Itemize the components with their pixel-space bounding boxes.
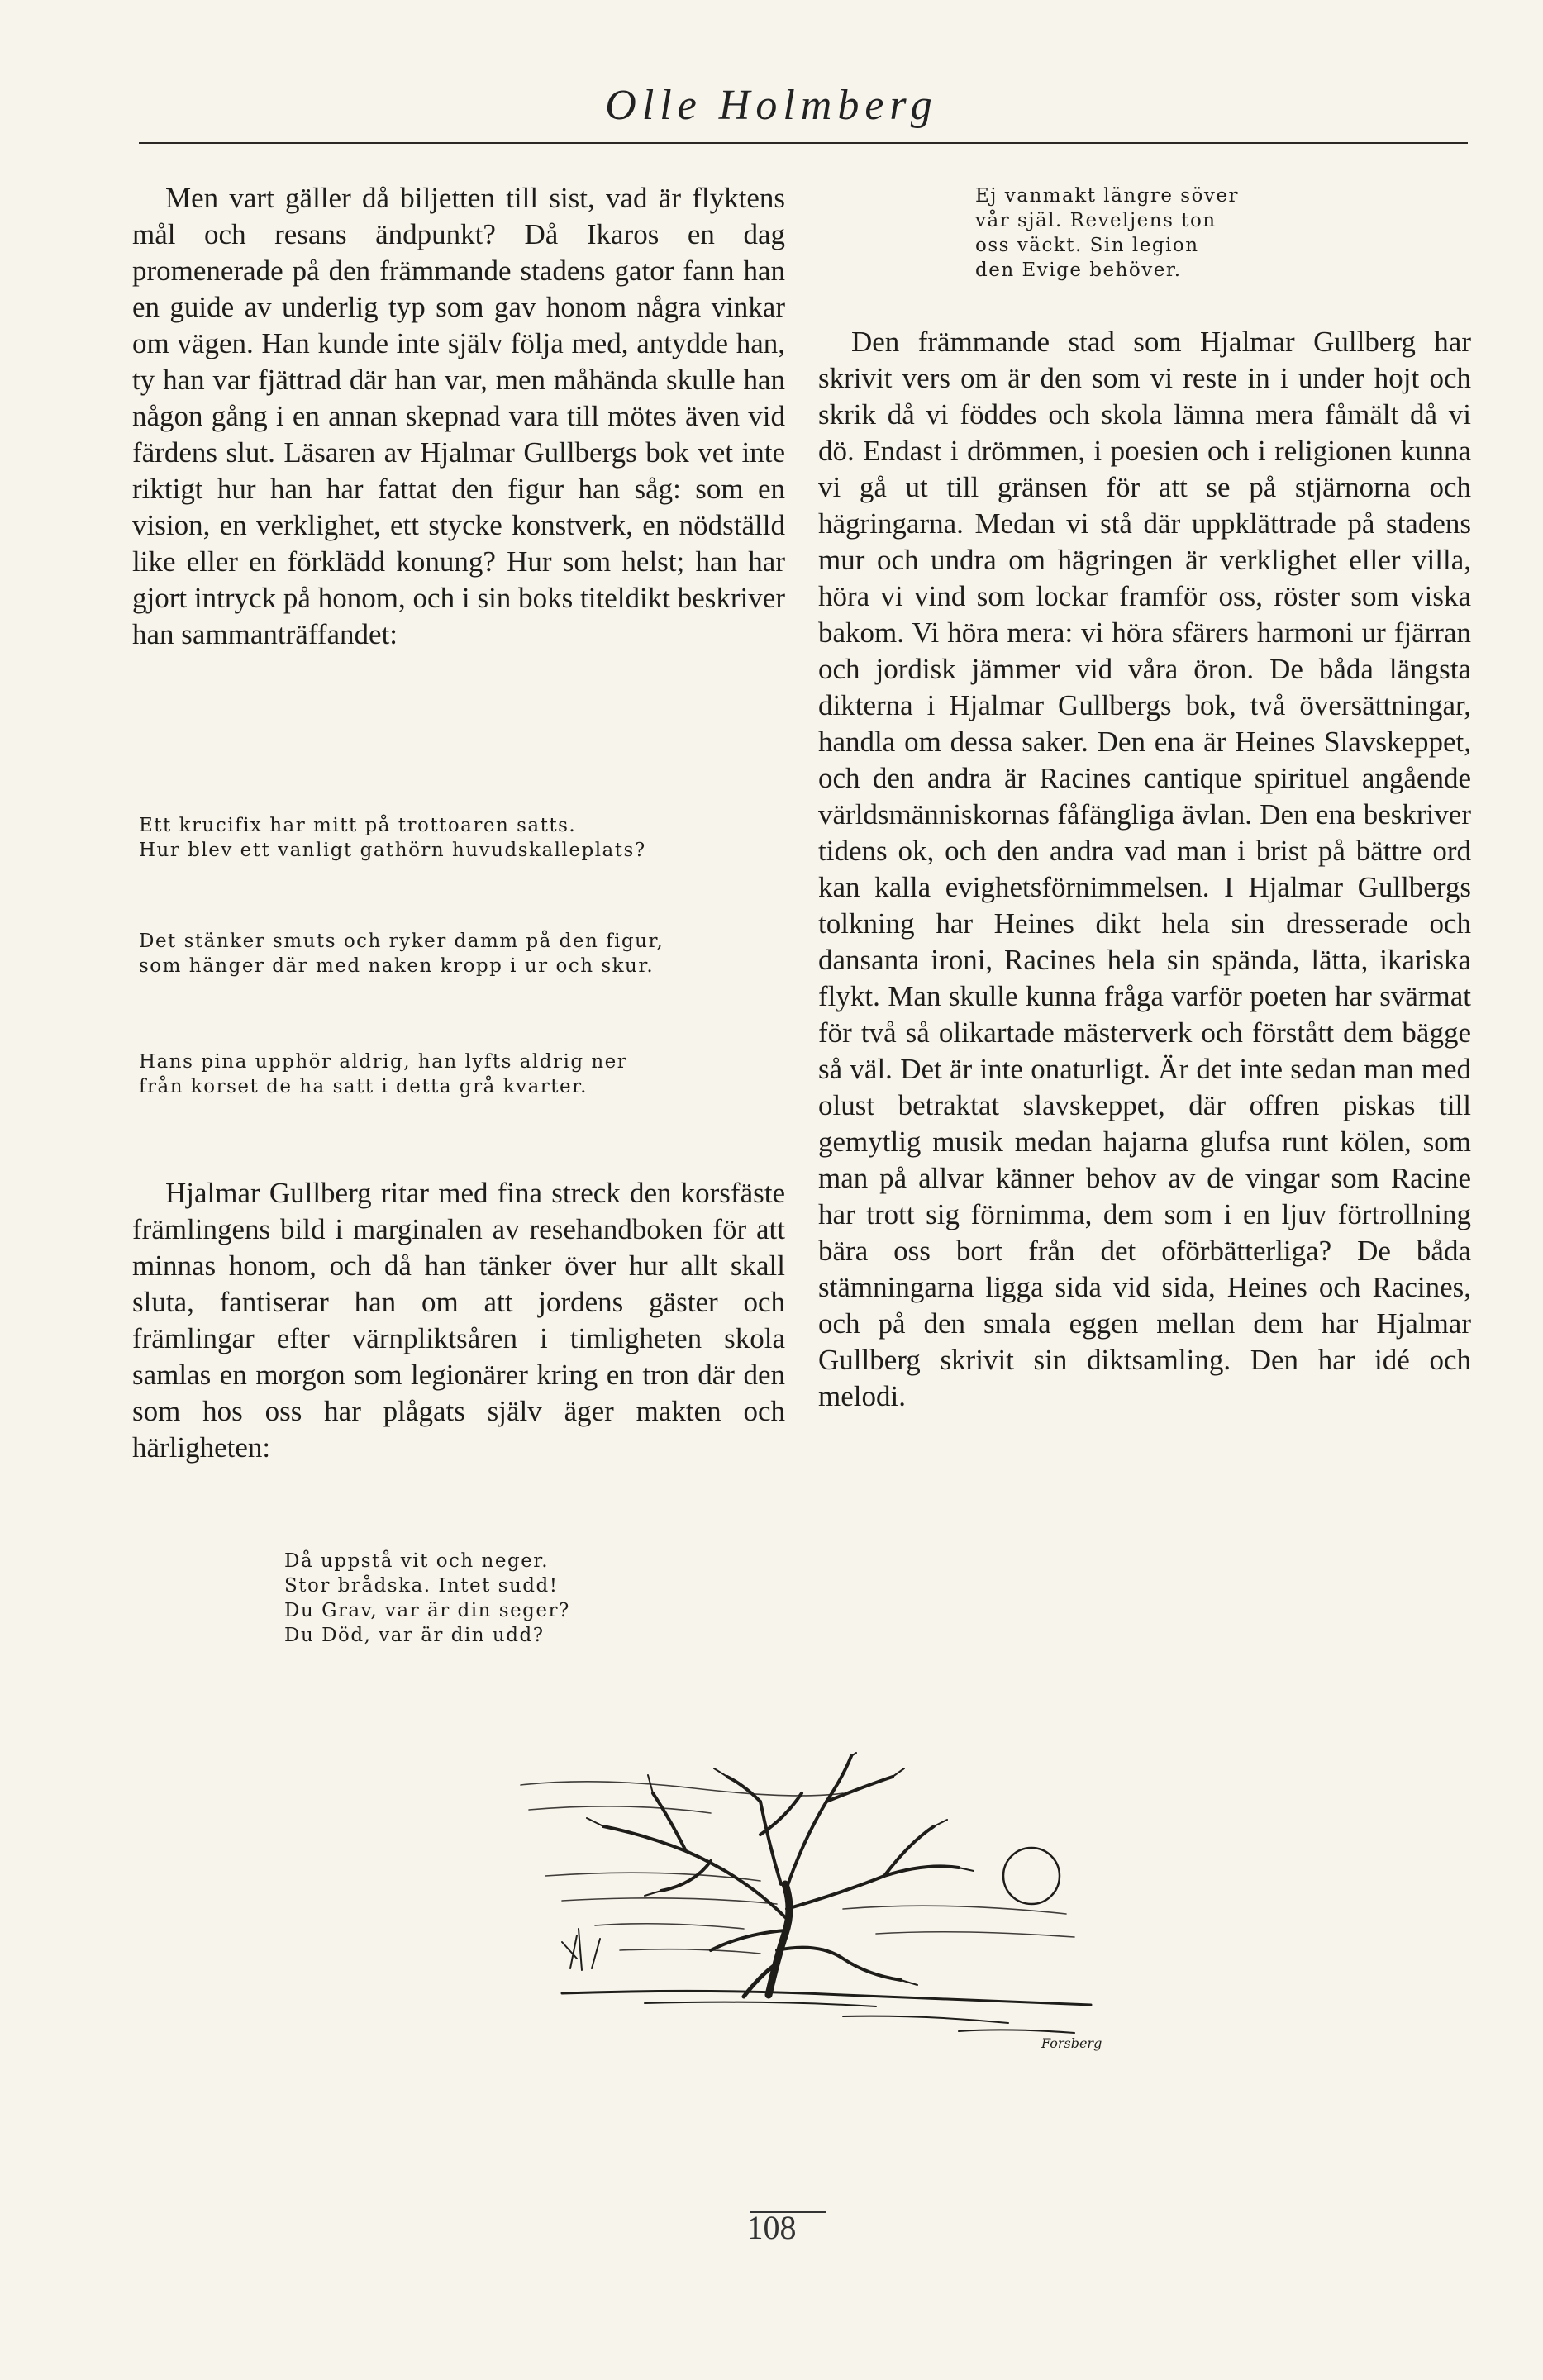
verse-line: från korset de ha satt i detta grå kvarter. — [139, 1076, 588, 1097]
verse-line: Ett krucifix har mitt på trottoaren satts. — [139, 815, 577, 836]
verse-line: Det stänker smuts och ryker damm på den figur, — [139, 931, 664, 952]
page-number: 108 — [746, 2209, 797, 2246]
tree-illustration — [496, 1752, 1124, 2058]
verse-line: oss väckt. Sin legion — [975, 235, 1199, 256]
artist-signature: Forsberg — [1041, 2035, 1102, 2051]
body-paragraph-2: Hjalmar Gullberg ritar med fina streck den korsfäste främlingens bild i marginalen av resehandboken för att minnas honom, och då han tänker över hur allt skall sluta, fantiserar han om att jordens gäster och främlingar efter värnpliktsåren i timligheten skola samlas en morgon som legionärer kring en tron där den som hos oss har plågats själv äger makten och härligheten: — [132, 1177, 785, 1464]
verse-stanza-2 — [139, 929, 664, 978]
header-rule — [139, 142, 1468, 144]
body-paragraph-1: Men vart gäller då biljetten till sist, vad är flyktens mål och resans ändpunkt? Då Ikaros en dag promenerade på den främmande stadens gator fann han en guide av underlig typ som gav honom några vinkar om vägen. Han kunde inte själv följa med, antydde han, ty han var fjättrad där han var, men måhända skulle han någon gång i en annan skepnad vara till mötes även vid färdens slut. Läsaren av Hjalmar Gullbergs bok vet inte riktigt hur han har fattat den figur han såg: som en vision, en verklighet, ett stycke konstverk, en nödställd like eller en förklädd konung? Hur som helst; han har gjort intryck på honom, och i sin boks titeldikt beskriver han sammanträffandet: — [132, 182, 785, 650]
verse-line: Du Grav, var är din seger? — [284, 1600, 570, 1621]
running-header-author: Olle Holmberg — [605, 82, 938, 129]
tree-trunk — [769, 1884, 789, 1995]
verse-stanza-1 — [139, 813, 646, 863]
verse-line: den Evige behöver. — [975, 259, 1182, 281]
sky-lines — [521, 1782, 1074, 1954]
verse-line: Hur blev ett vanligt gathörn huvudskalleplats? — [139, 840, 646, 861]
sun — [1003, 1848, 1060, 1904]
verse-line: Ej vanmakt längre söver — [975, 185, 1240, 207]
verse-line: Hans pina upphör aldrig, han lyfts aldrig ner — [139, 1051, 628, 1073]
verse-line: Du Död, var är din udd? — [284, 1625, 545, 1646]
body-paragraph-3: Den främmande stad som Hjalmar Gullberg har skrivit vers om är den som vi reste in i under hojt och skrik då vi föddes och skola lämna mera fåmält då vi dö. Endast i drömmen, i poesien och i religionen kunna vi gå ut till gränsen för att se på stjärnorna och hägringarna. Medan vi stå där uppklättrade på stadens mur och undra om hägringen är verklighet eller villa, höra vi vind som lockar framför oss, röster som viska bakom. Vi höra mera: vi höra sfärers harmoni ur fjärran och jordisk jämmer vid våra öron. De båda längsta dikterna i Hjalmar Gullbergs bok, två översättningar, handla om dessa saker. Den ena är Heines Slavskeppet, och den andra är Racines cantique spirituel angående världsmänniskornas fåfängliga ävlan. Den ena beskriver tidens ok, och den andra vad man i brist på bättre ord kan kalla evighetsförnimmelsen. I Hjalmar Gullbergs tolkning har Heines dikt hela sin dresserade och dansanta ironi, Racines hela sin spända, lätta, ikariska flykt. Man skulle kunna fråga varför poeten har svärmat för två så olikartade mästerverk och förstått dem bägge så väl. Det är inte onaturligt. Är det inte sedan man med olust betraktat slavskeppet, där offren piskas till gemytlig musik medan hajarna glufsa runt kölen, som man på allvar känner behov av de vingar som Racine har trott sig förnimma, dem som i en ljuv förtrollning bära oss bort från det oförbätterliga? De båda stämningarna ligga sida vid sida, Heines och Racines, och på den smala eggen mellan dem har Hjalmar Gullberg skrivit sin diktsamling. Den har idé och melodi. — [818, 326, 1471, 1412]
verse-line: som hänger där med naken kropp i ur och skur. — [139, 955, 655, 977]
verse-stanza-5 — [975, 183, 1239, 283]
verse-stanza-3 — [139, 1050, 627, 1099]
ground — [562, 1929, 1091, 2033]
verse-line: Stor brådska. Intet sudd! — [284, 1575, 559, 1597]
verse-line: Då uppstå vit och neger. — [284, 1550, 550, 1572]
verse-stanza-4 — [284, 1549, 570, 1648]
verse-line: vår själ. Reveljens ton — [975, 210, 1217, 231]
